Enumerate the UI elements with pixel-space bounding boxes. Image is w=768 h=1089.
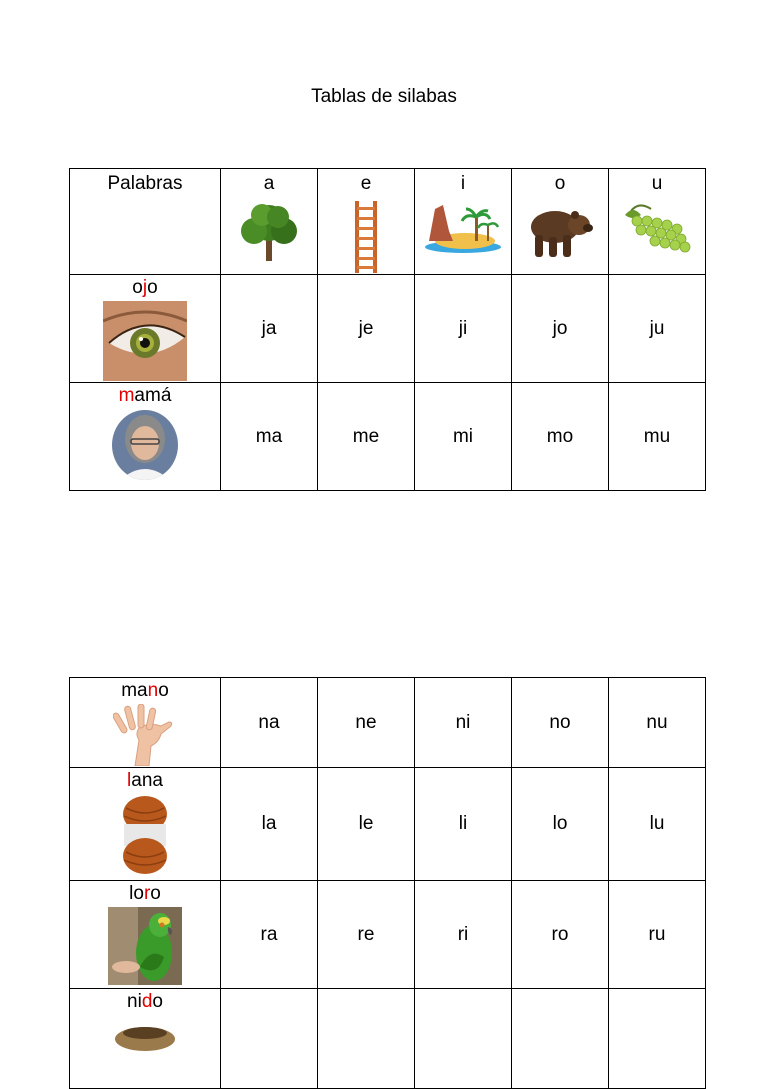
word-cell-nido — [70, 989, 221, 1089]
syllable-cell: lo — [512, 768, 609, 881]
syllable-cell: je — [318, 275, 415, 383]
syllable-cell: lu — [609, 768, 706, 881]
syllable-cell: ne — [318, 678, 415, 768]
word-cell-lana — [70, 768, 221, 881]
syllable-cell: ni — [415, 678, 512, 768]
table-row — [70, 881, 706, 989]
syllable-cell: ju — [609, 275, 706, 383]
syllable-cell: le — [318, 768, 415, 881]
syllable-cell — [318, 989, 415, 1089]
syllable-cell: nu — [609, 678, 706, 768]
table-row — [70, 383, 706, 491]
word-cell-ojo — [70, 275, 221, 383]
header-cell-palabras: Palabras — [70, 169, 221, 275]
syllable-cell: mu — [609, 383, 706, 491]
syllable-cell: jo — [512, 275, 609, 383]
word-label: ojo — [132, 277, 158, 298]
syllable-cell: ra — [221, 881, 318, 989]
document-title: Tablas de silabas — [311, 86, 457, 107]
table-row — [70, 989, 706, 1089]
syllable-cell: la — [221, 768, 318, 881]
syllable-cell: me — [318, 383, 415, 491]
header-cell-o: o — [512, 169, 609, 275]
syllable-cell — [221, 989, 318, 1089]
table-row — [70, 275, 706, 383]
header-cell-e: e — [318, 169, 415, 275]
mother-photo — [111, 409, 179, 481]
header-row — [70, 169, 706, 275]
syllable-cell: ja — [221, 275, 318, 383]
ladder-icon — [351, 201, 381, 273]
syllable-cell: ji — [415, 275, 512, 383]
syllable-cell: li — [415, 768, 512, 881]
syllable-cell: re — [318, 881, 415, 989]
syllable-cell: mo — [512, 383, 609, 491]
syllable-table-1 — [69, 168, 706, 491]
header-cell-i: i — [415, 169, 512, 275]
syllable-cell: mi — [415, 383, 512, 491]
word-cell-loro — [70, 881, 221, 989]
bear-icon — [525, 201, 595, 261]
eye-photo — [103, 301, 187, 381]
parrot-photo — [108, 907, 182, 985]
syllable-cell — [512, 989, 609, 1089]
yarn-photo — [120, 794, 170, 876]
header-cell-u: u — [609, 169, 706, 275]
word-cell-mano — [70, 678, 221, 768]
table-row — [70, 678, 706, 768]
syllable-cell: ma — [221, 383, 318, 491]
syllable-cell — [415, 989, 512, 1089]
syllable-cell: ru — [609, 881, 706, 989]
grapes-icon — [621, 201, 693, 253]
word-label: nido — [127, 991, 163, 1012]
syllable-cell: no — [512, 678, 609, 768]
table-row — [70, 768, 706, 881]
tree-icon — [236, 201, 302, 263]
word-label: loro — [129, 883, 161, 904]
syllable-cell: ri — [415, 881, 512, 989]
syllable-table-2 — [69, 677, 706, 1089]
syllable-cell — [609, 989, 706, 1089]
word-cell-mama — [70, 383, 221, 491]
nest-photo — [110, 1015, 180, 1055]
header-cell-a: a — [221, 169, 318, 275]
island-icon — [423, 201, 503, 257]
syllable-cell: na — [221, 678, 318, 768]
word-label: mano — [121, 680, 169, 701]
syllable-cell: ro — [512, 881, 609, 989]
word-label: lana — [127, 770, 163, 791]
hand-photo — [113, 704, 177, 766]
word-label: mamá — [118, 385, 172, 406]
